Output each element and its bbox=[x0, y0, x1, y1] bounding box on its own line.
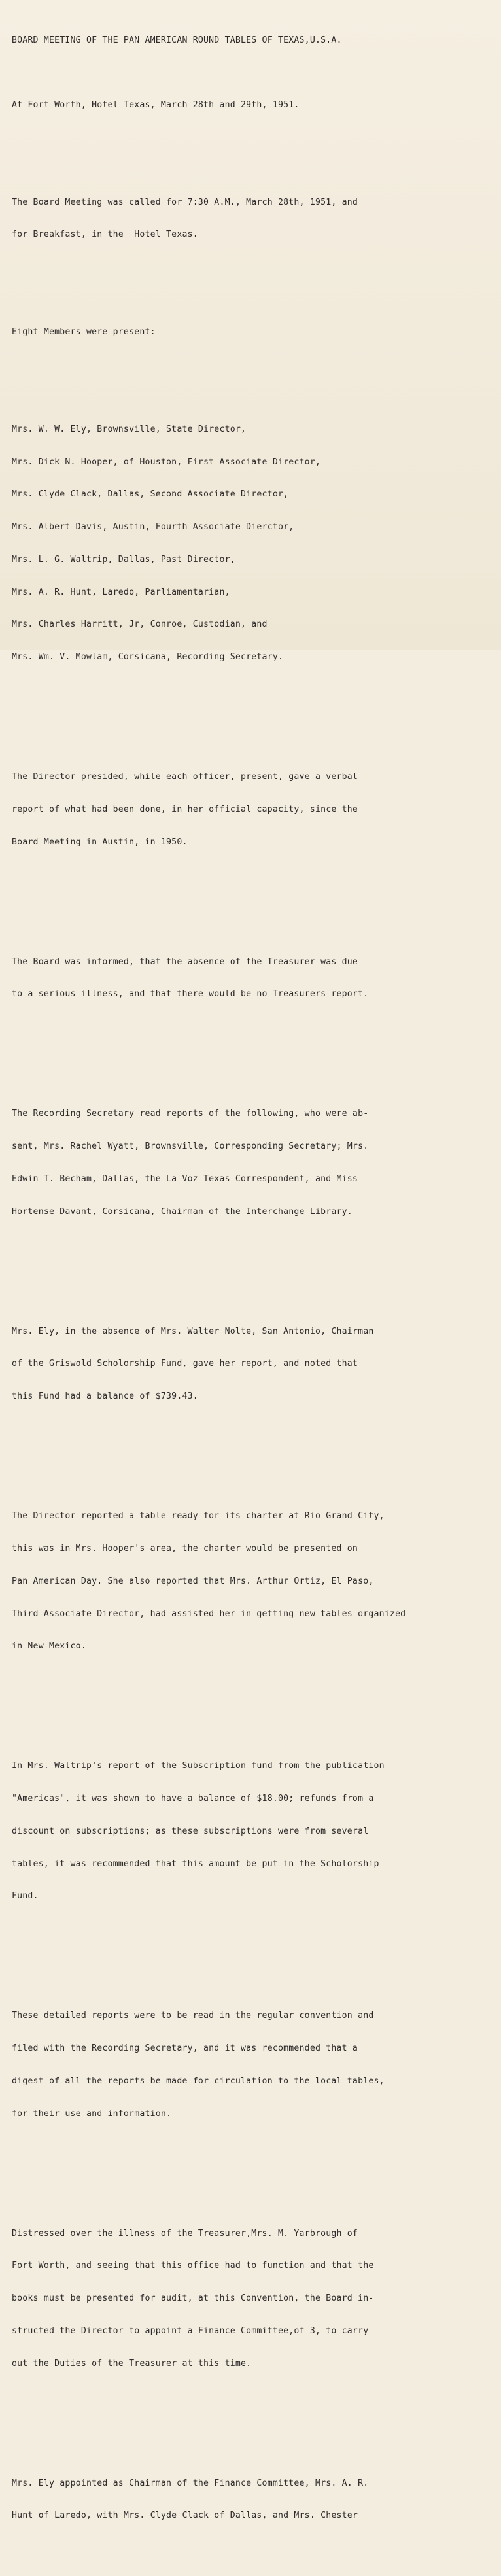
paragraph-line: Pan American Day. She also reported that Mrs. Arthur Ortiz, El Paso, bbox=[12, 1576, 374, 1586]
paragraph-line: The Board Meeting was called for 7:30 A.M., March 28th, 1951, and bbox=[12, 197, 358, 207]
document-title: BOARD MEETING OF THE PAN AMERICAN ROUND TABLES OF TEXAS,U.S.A. bbox=[12, 35, 342, 45]
paragraph-line: discount on subscriptions; as these subscriptions were from several bbox=[12, 1826, 369, 1836]
paragraph-line: Hortense Davant, Corsicana, Chairman of the Interchange Library. bbox=[12, 1206, 353, 1217]
paragraph-line: books must be presented for audit, at this Convention, the Board in- bbox=[12, 2293, 374, 2304]
paragraph-line: this was in Mrs. Hooper's area, the charter would be presented on bbox=[12, 1543, 358, 1554]
member-item: Mrs. Albert Davis, Austin, Fourth Associate Dierctor, bbox=[12, 522, 294, 532]
member-item: Mrs. W. W. Ely, Brownsville, State Director, bbox=[12, 424, 247, 434]
paragraph-line: The Recording Secretary read reports of the following, who were ab- bbox=[12, 1109, 369, 1119]
paragraph-line: These detailed reports were to be read in the regular convention and bbox=[12, 2011, 374, 2021]
paragraph-line: report of what had been done, in her official capacity, since the bbox=[12, 804, 358, 814]
document-body bbox=[12, 3, 498, 2576]
members-list bbox=[12, 403, 498, 685]
paragraph-line: tables, it was recommended that this amount be put in the Scholorship bbox=[12, 1858, 379, 1869]
paragraph-line: Mrs. Ely appointed as Chairman of the Finance Committee, Mrs. A. R. bbox=[12, 2478, 369, 2488]
paragraph-treasurer-absent bbox=[12, 935, 498, 1022]
member-item: Mrs. A. R. Hunt, Laredo, Parliamentarian, bbox=[12, 587, 230, 597]
paragraph-line: The Director presided, while each officer, present, gave a verbal bbox=[12, 772, 358, 782]
paragraph-line: to a serious illness, and that there would be no Treasurers report. bbox=[12, 989, 369, 1000]
member-item: Mrs. Wm. V. Mowlam, Corsicana, Recording Secretary. bbox=[12, 652, 284, 663]
paragraph-line: filed with the Recording Secretary, and it was recommended that a bbox=[12, 2044, 358, 2054]
paragraph-line: Third Associate Director, had assisted her in getting new tables organized bbox=[12, 1609, 406, 1619]
paragraph-line: The Director reported a table ready for its charter at Rio Grand City, bbox=[12, 1511, 385, 1522]
paragraph-finance-committee bbox=[12, 2456, 498, 2543]
paragraph-line: structed the Director to appoint a Finance Committee,of 3, to carry bbox=[12, 2325, 369, 2336]
paragraph-charter bbox=[12, 1489, 498, 1674]
paragraph-line: Hunt of Laredo, with Mrs. Clyde Clack of Dallas, and Mrs. Chester bbox=[12, 2511, 358, 2521]
paragraph-line: In Mrs. Waltrip's report of the Subscription fund from the publication bbox=[12, 1761, 385, 1771]
paragraph-line: for Breakfast, in the Hotel Texas. bbox=[12, 230, 198, 240]
paragraph-griswold-fund bbox=[12, 1305, 498, 1425]
paragraph-treasurer-illness bbox=[12, 2206, 498, 2391]
paragraph-line: Edwin T. Becham, Dallas, the La Voz Texas Correspondent, and Miss bbox=[12, 1174, 358, 1184]
paragraph-line: in New Mexico. bbox=[12, 1641, 86, 1652]
member-item: Mrs. Dick N. Hooper, of Houston, First Associate Director, bbox=[12, 457, 321, 467]
paragraph-presided bbox=[12, 750, 498, 870]
paragraph-line: The Board was informed, that the absence of the Treasurer was due bbox=[12, 956, 358, 967]
member-item: Mrs. L. G. Waltrip, Dallas, Past Director, bbox=[12, 554, 235, 565]
paragraph-detailed-reports bbox=[12, 1989, 498, 2141]
paragraph-line: sent, Mrs. Rachel Wyatt, Brownsville, Corresponding Secretary; Mrs. bbox=[12, 1141, 369, 1152]
paragraph-line: Distressed over the illness of the Treasurer,Mrs. M. Yarbrough of bbox=[12, 2228, 358, 2238]
member-item: Mrs. Charles Harritt, Jr, Conroe, Custodian, and bbox=[12, 619, 268, 630]
paragraph-reports-absent bbox=[12, 1087, 498, 1239]
paragraph-line: "Americas", it was shown to have a balance of $18.00; refunds from a bbox=[12, 1794, 374, 1804]
paragraph-line: Fund. bbox=[12, 1891, 39, 1902]
paragraph-line: for their use and information. bbox=[12, 2108, 172, 2119]
paragraph-line: of the Griswold Scholorship Fund, gave her report, and noted that bbox=[12, 1359, 358, 1369]
paragraph-subscription-fund bbox=[12, 1739, 498, 1924]
paragraph-line: this Fund had a balance of $739.43. bbox=[12, 1391, 198, 1402]
paragraph-line: Fort Worth, and seeing that this office had to function and that the bbox=[12, 2261, 374, 2271]
members-intro: Eight Members were present: bbox=[12, 327, 156, 338]
paragraph-line: out the Duties of the Treasurer at this time. bbox=[12, 2358, 252, 2369]
paragraph-line: digest of all the reports be made for circulation to the local tables, bbox=[12, 2076, 385, 2086]
paragraph-called-for bbox=[12, 175, 498, 262]
paragraph-line: Mrs. Ely, in the absence of Mrs. Walter Nolte, San Antonio, Chairman bbox=[12, 1326, 374, 1336]
member-item: Mrs. Clyde Clack, Dallas, Second Associate Director, bbox=[12, 489, 289, 500]
location-line: At Fort Worth, Hotel Texas, March 28th and 29th, 1951. bbox=[12, 99, 300, 110]
paragraph-line: Board Meeting in Austin, in 1950. bbox=[12, 837, 188, 847]
